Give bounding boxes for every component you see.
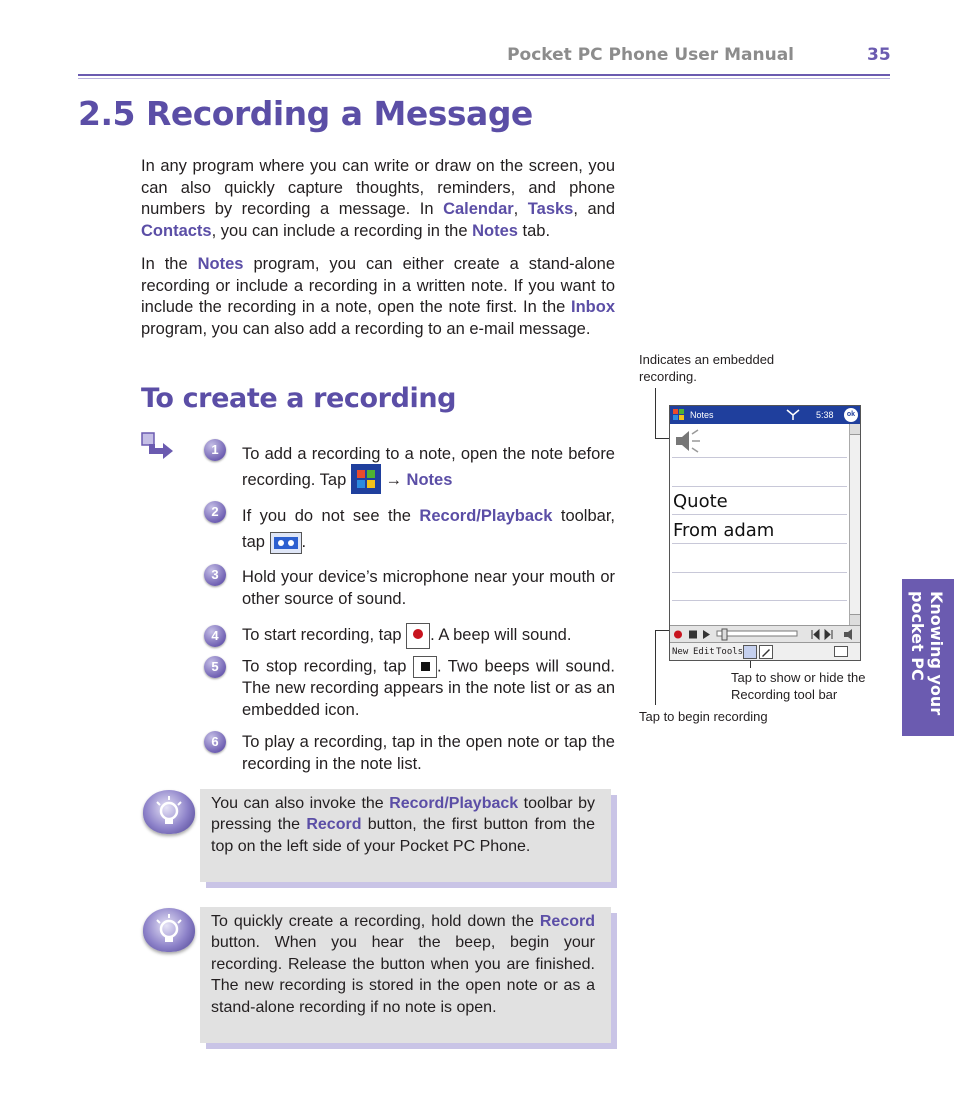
text: , and [573,200,616,219]
keyword-calendar: Calendar [443,200,514,219]
text: In the [141,255,198,273]
caption-toggle-toolbar: Tap to show or hide the Recording tool bar [731,670,866,702]
device-app-title: Notes [690,410,714,420]
tip-lightbulb-icon [143,790,195,834]
text: . A beep will sound. [430,626,572,644]
text: . [301,533,307,551]
keyword-record-playback: Record/Playback [419,507,553,525]
tip-box-2 [200,907,611,1043]
start-flag-icon [672,408,686,422]
arrow: → [385,471,402,489]
step-number-1: 1 [204,439,226,461]
note-rule [672,572,847,573]
device-title-bar [670,406,860,424]
text: toolbar, tap [242,507,615,551]
text: tab. [517,221,551,240]
text: To quickly create a recording, hold down the [211,913,540,930]
tip-box-1 [200,789,611,882]
note-rule [672,514,847,515]
keyword-record: Record [539,913,595,930]
note-rule [672,600,847,601]
scroll-down-arrow-icon[interactable] [850,614,860,625]
keyword-inbox: Inbox [571,298,615,317]
keyword-record: Record [306,816,362,834]
note-text-line-2: From adam [673,520,775,541]
caption-begin-recording: Tap to begin recording [639,709,768,724]
procedure-arrow-icon [141,432,175,462]
text: toolbar by pressing the [211,795,595,834]
text: To add a recording to a note, open the note before recording. Tap [242,445,615,489]
caption-embedded-recording: Indicates an embedded recording. [639,352,775,384]
keyword-notes: Notes [406,471,453,489]
cassette-toolbar-icon[interactable] [270,532,302,554]
keyword-notes: Notes [197,255,244,273]
text: You can also invoke the [211,795,390,812]
step-6-text: To play a recording, tap in the open note or tap the recording in the note list. [242,733,615,773]
intro-paragraph-1 [141,156,615,242]
speaker-recording-icon[interactable] [672,426,702,456]
step-number-4: 4 [204,625,226,647]
text: program, you can either create a stand-alone recording or include a recording in a written note. If you want to include the recording in a note, open the note first. In the [141,255,616,317]
intro-paragraph-2 [141,254,615,340]
text: button. When you hear the beep, begin your recording. Release the button when you are finished. The new recording is stored in the open note or as a stand-alone recording if no note is open. [211,934,595,1016]
header-rule [78,74,890,76]
pen-icon[interactable] [759,645,773,659]
recording-toolbar [670,625,860,642]
text: Knowing your [927,591,946,716]
text: In any program where you can write or draw on the screen, you can also quickly capture thoughts, reminders, and phone numbers by recording a message. In [141,157,615,219]
menu-tools[interactable]: Tools [716,647,744,657]
text: , you can include a recording in the [211,221,473,240]
section-title: 2.5 Recording a Message [78,94,533,133]
text: pocket PC [908,591,927,681]
step-number-5: 5 [204,656,226,678]
header-rule-thin [78,78,890,79]
text: , [513,200,528,219]
note-rule [672,486,847,487]
note-rule [672,543,847,544]
step-3-text: Hold your device’s microphone near your mouth or other source of sound. [242,568,615,608]
callout-line [655,388,656,438]
text: button, the first button from the top on the left side of your Pocket PC Phone. [211,816,596,855]
ok-button[interactable]: ok [844,408,858,422]
menu-edit[interactable]: Edit [693,647,715,657]
menu-new[interactable]: New [672,647,689,657]
page-number: 35 [867,45,891,65]
step-2-text [242,503,615,555]
device-menu-bar [670,642,860,661]
device-screenshot [669,405,861,661]
text: To start recording, tap [242,626,407,644]
subsection-title: To create a recording [141,383,457,414]
step-number-3: 3 [204,564,226,586]
step-5-text [242,656,615,721]
tip-lightbulb-icon [143,908,195,952]
stop-button-icon[interactable] [413,656,437,678]
signal-icon [786,409,800,421]
keyword-record-playback: Record/Playback [389,795,519,812]
text: To stop recording, tap [242,657,413,676]
text: If you do not see the [242,507,420,525]
keyword-notes: Notes [472,221,518,240]
step-number-6: 6 [204,731,226,753]
recording-toolbar-toggle-icon[interactable] [743,645,757,659]
device-scrollbar[interactable] [849,424,860,625]
device-clock: 5:38 [816,410,834,420]
record-button-icon[interactable] [406,623,430,649]
scroll-up-arrow-icon[interactable] [850,424,860,435]
keyword-tasks: Tasks [527,200,574,219]
note-text-line-1: Quote [673,491,728,512]
step-number-2: 2 [204,501,226,523]
running-header: Pocket PC Phone User Manual [507,45,794,65]
callout-line [655,630,656,705]
step-1-text [242,441,615,494]
start-menu-icon[interactable] [351,464,381,494]
step-4-text [242,622,615,649]
text: program, you can also add a recording to an e-mail message. [141,319,591,338]
chapter-side-tab [902,579,954,736]
keyword-contacts: Contacts [141,221,212,240]
keyboard-icon[interactable] [834,646,848,657]
note-rule [672,457,847,458]
text: . Two beeps will sound. The new recording appears in the note list or as an embedded icon. [242,657,615,719]
chapter-tab-label [908,591,946,715]
recording-controls[interactable] [672,628,858,641]
